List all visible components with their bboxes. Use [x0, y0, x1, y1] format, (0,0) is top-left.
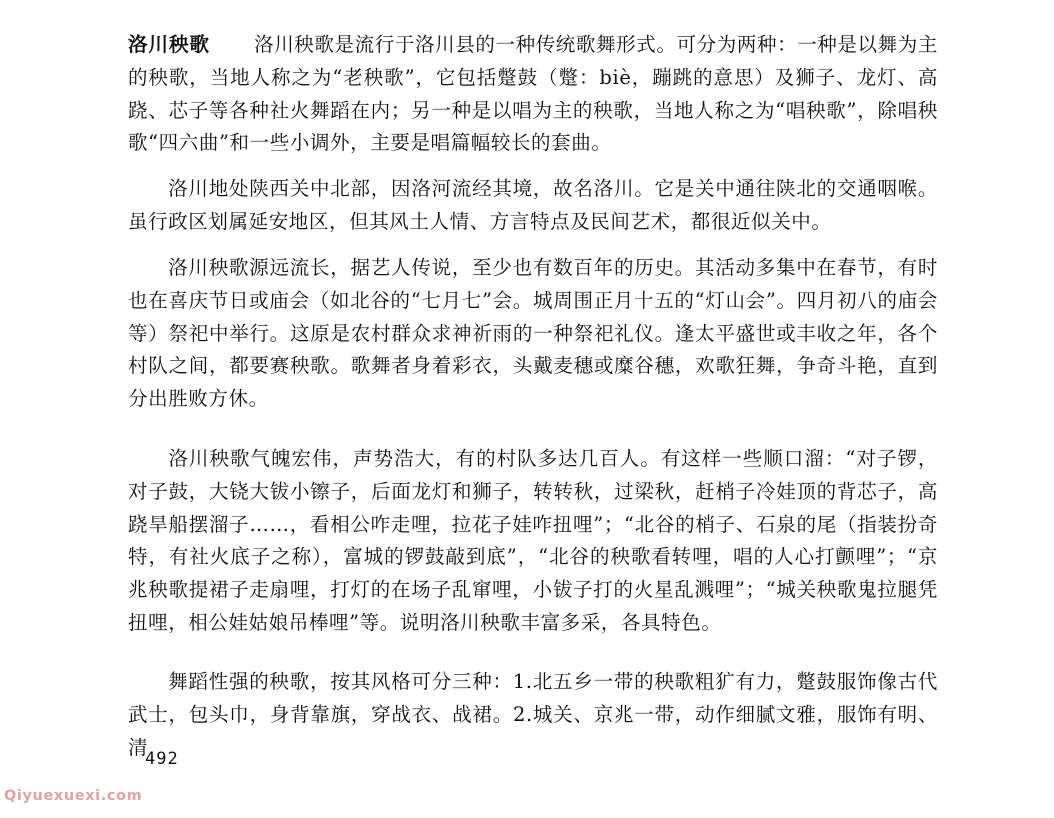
watermark: Qiyuexuexi.com — [4, 788, 143, 804]
paragraph-geography — [128, 173, 938, 239]
paragraph-folk-rhymes — [128, 443, 938, 640]
page-number: 492 — [145, 749, 179, 769]
paragraph-history — [128, 252, 938, 416]
paragraph-text: 洛川秧歌气魄宏伟，声势浩大，有的村队多达几百人。有这样一些顺口溜：“对子锣，对子鼓，大铙大钹小镲子，后面龙灯和狮子，转转秋，过梁秋，赶梢子冷娃顶的背芯子，高跷旱船摆溜子……，看相公咋走哩，拉花子娃咋扭哩”；“北谷的梢子、石泉的尾（指装扮奇特，有社火底子之称），富城的锣鼓敲到底”，“北谷的秧歌看转哩，唱的人心打颤哩”；“京兆秧歌提裙子走扇哩，打灯的在场子乱窜哩，小钹子打的火星乱溅哩”；“城关秧歌鬼拉腿凭扭哩，相公娃姑娘吊棒哩”等。说明洛川秧歌丰富多采，各具特色。 — [128, 447, 938, 634]
paragraph-intro — [128, 29, 938, 160]
section-heading: 洛川秧歌 — [128, 33, 211, 56]
paragraph-text: 洛川秧歌是流行于洛川县的一种传统歌舞形式。可分为两种：一种是以舞为主的秧歌，当地人称之为“老秧歌”，它包括蹩鼓（蹩：biè，蹦跳的意思）及狮子、龙灯、高跷、芯子等各种社火舞蹈在内；另一种是以唱为主的秧歌，当地人称之为“唱秧歌”，除唱秧歌“四六曲”和一些小调外，主要是唱篇幅较长的套曲。 — [128, 33, 938, 155]
paragraph-text: 洛川地处陕西关中北部，因洛河流经其境，故名洛川。它是关中通往陕北的交通咽喉。虽行政区划属延安地区，但其风土人情、方言特点及民间艺术，都很近似关中。 — [128, 177, 938, 233]
paragraph-text: 舞蹈性强的秧歌，按其风格可分三种：1.北五乡一带的秧歌粗犷有力，蹩鼓服饰像古代武士，包头巾，身背靠旗，穿战衣、战裙。2.城关、京兆一带，动作细腻文雅，服饰有明、清 — [128, 670, 938, 759]
paragraph-dance-styles — [128, 666, 938, 764]
paragraph-text: 洛川秧歌源远流长，据艺人传说，至少也有数百年的历史。其活动多集中在春节，有时也在喜庆节日或庙会（如北谷的“七月七”会。城周围正月十五的“灯山会”。四月初八的庙会等）祭祀中举行。这原是农村群众求神祈雨的一种祭祀礼仪。逢太平盛世或丰收之年，各个村队之间，都要赛秧歌。歌舞者身着彩衣，头戴麦穗或糜谷穗，欢歌狂舞，争奇斗艳，直到分出胜败方休。 — [128, 256, 938, 411]
